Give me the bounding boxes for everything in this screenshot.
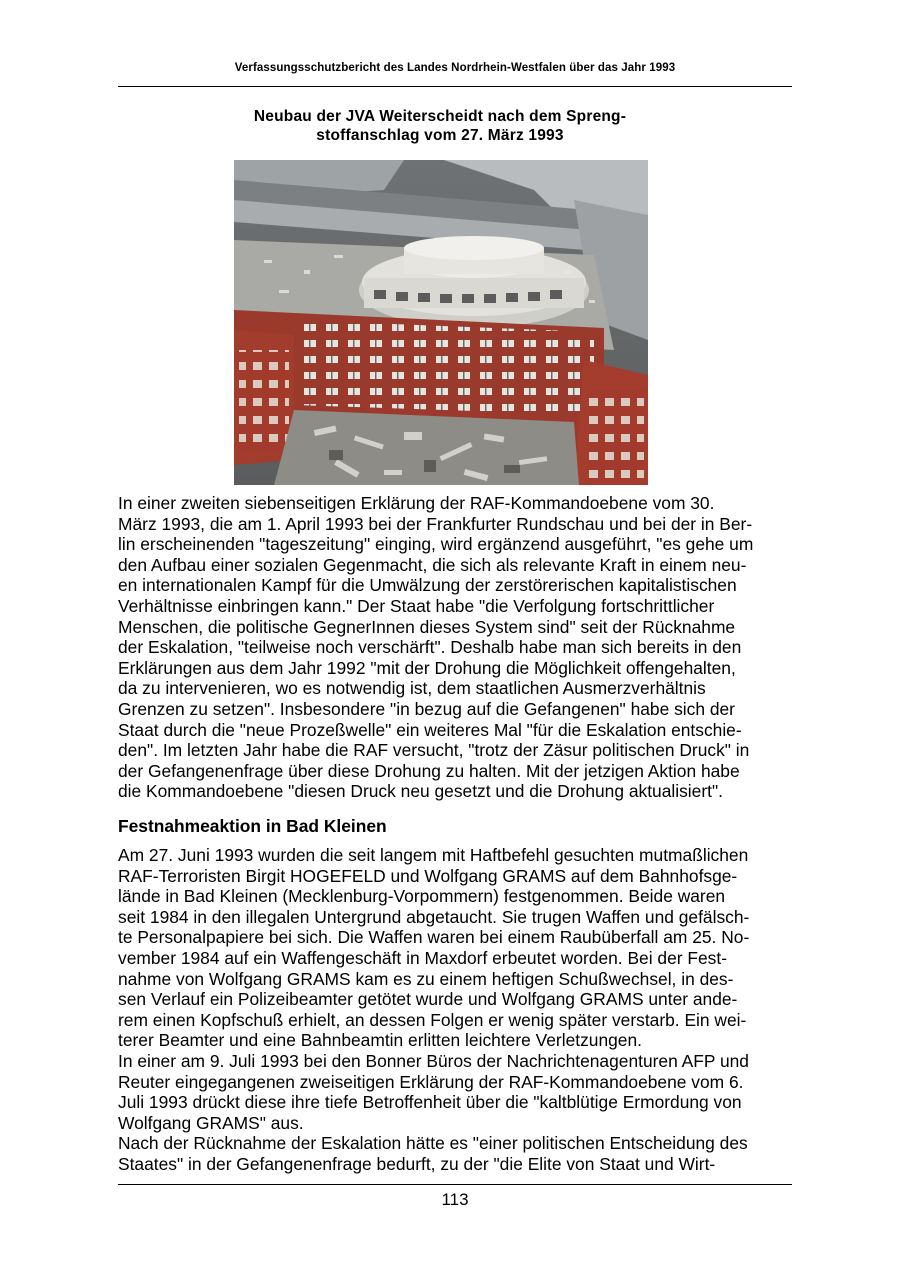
running-header: Verfassungsschutzbericht des Landes Nordrhein-Westfalen über das Jahr 1993: [234, 62, 676, 74]
text-line: Juli 1993 drückt diese ihre tiefe Betroffenheit über die "kaltblütige Ermordung von: [118, 1092, 742, 1113]
text-line: der Eskalation, "teilweise noch verschärft". Deshalb habe man sich bereits in den: [118, 637, 742, 658]
text-line: die Kommandoebene "diesen Druck neu gesetzt und die Drohung aktualisiert".: [118, 781, 723, 802]
text-line: sen Verlauf ein Polizeibeamter getötet wurde und Wolfgang GRAMS unter ande-: [118, 989, 738, 1010]
footer-rule: [118, 1184, 792, 1185]
text-line: da zu intervenieren, wo es notwendig ist, dem staatlichen Ausmerzverhältnis: [118, 678, 706, 699]
text-line: rem einen Kopfschuß erhielt, an dessen Folgen er wenig später verstarb. Ein wei-: [118, 1009, 747, 1030]
text-line: Nach der Rücknahme der Eskalation hätte es "einer politischen Entscheidung des: [118, 1133, 748, 1154]
text-line: Staates" in der Gefangenenfrage bedurft, zu der "die Elite von Staat und Wirt-: [118, 1153, 716, 1174]
text-line: Grenzen zu setzen". Insbesondere "in bezug auf die Gefangenen" habe sich der: [118, 698, 735, 719]
paragraph-bad-kleinen: [118, 845, 798, 1175]
text-line: Wolfgang GRAMS" aus.: [118, 1112, 304, 1133]
header-rule: [118, 86, 792, 87]
text-line: seit 1984 in den illegalen Untergrund abgetaucht. Sie trugen Waffen und gefälsch-: [118, 906, 750, 927]
aerial-photo-icon: [234, 160, 648, 485]
text-line: Reuter eingegangenen zweiseitigen Erklärung der RAF-Kommandoebene vom 6.: [118, 1071, 744, 1092]
text-line: te Personalpapiere bei sich. Die Waffen waren bei einem Raubüberfall am 25. No-: [118, 927, 750, 948]
text-line: In einer zweiten siebenseitigen Erklärung der RAF-Kommandoebene vom 30.: [118, 493, 715, 513]
text-line: Verhältnisse einbringen kann." Der Staat habe "die Verfolgung fortschrittlicher: [118, 595, 715, 616]
text-line: Am 27. Juni 1993 wurden die seit langem mit Haftbefehl gesuchten mutmaßlichen: [118, 845, 749, 865]
text-line: den". Im letzten Jahr habe die RAF versucht, "trotz der Zäsur politischen Druck" in: [118, 740, 750, 761]
section-heading: Festnahmeaktion in Bad Kleinen: [118, 816, 387, 836]
text-line: Erklärungen aus dem Jahr 1992 "mit der Drohung die Möglichkeit offengehalten,: [118, 657, 736, 678]
text-line: den Aufbau einer sozialen Gegenmacht, die sich als relevante Kraft in einem neu-: [118, 554, 747, 575]
text-line: Staat durch die "neue Prozeßwelle" ein weiteres Mal "für die Eskalation entschie-: [118, 719, 742, 740]
page-number: 113: [441, 1190, 469, 1209]
paragraph-raf-statement: [118, 493, 798, 802]
text-line: vember 1984 auf ein Waffengeschäft in Maxdorf erbeutet worden. Bei der Fest-: [118, 947, 728, 968]
text-line: der Gefangenenfrage über diese Drohung zu halten. Mit der jetzigen Aktion habe: [118, 760, 740, 781]
text-line: In einer am 9. Juli 1993 bei den Bonner Büros der Nachrichtenagenturen AFP und: [118, 1050, 749, 1071]
figure-caption: [200, 107, 680, 145]
text-line: lin erscheinenden "tageszeitung" einging, wird ergänzend ausgeführt, "es gehe um: [118, 534, 754, 555]
text-line: RAF-Terroristen Birgit HOGEFELD und Wolfgang GRAMS auf dem Bahnhofsge-: [118, 865, 738, 886]
text-line: en internationalen Kampf für die Umwälzung der zerstörerischen kapitalistischen: [118, 575, 737, 596]
text-line: nahme von Wolfgang GRAMS kam es zu einem heftigen Schußwechsel, in des-: [118, 968, 734, 989]
caption-line: Neubau der JVA Weiterscheidt nach dem Spreng-: [253, 108, 627, 125]
text-line: lände in Bad Kleinen (Mecklenburg-Vorpommern) festgenommen. Beide waren: [118, 886, 726, 907]
caption-line: stoffanschlag vom 27. März 1993: [316, 127, 564, 144]
text-line: Menschen, die politische GegnerInnen dieses System sind" seit der Rücknahme: [118, 616, 736, 637]
text-line: terer Beamter und eine Bahnbeamtin erlitten leichtere Verletzungen.: [118, 1030, 642, 1051]
text-line: März 1993, die am 1. April 1993 bei der Frankfurter Rundschau und bei der in Ber-: [118, 513, 753, 534]
